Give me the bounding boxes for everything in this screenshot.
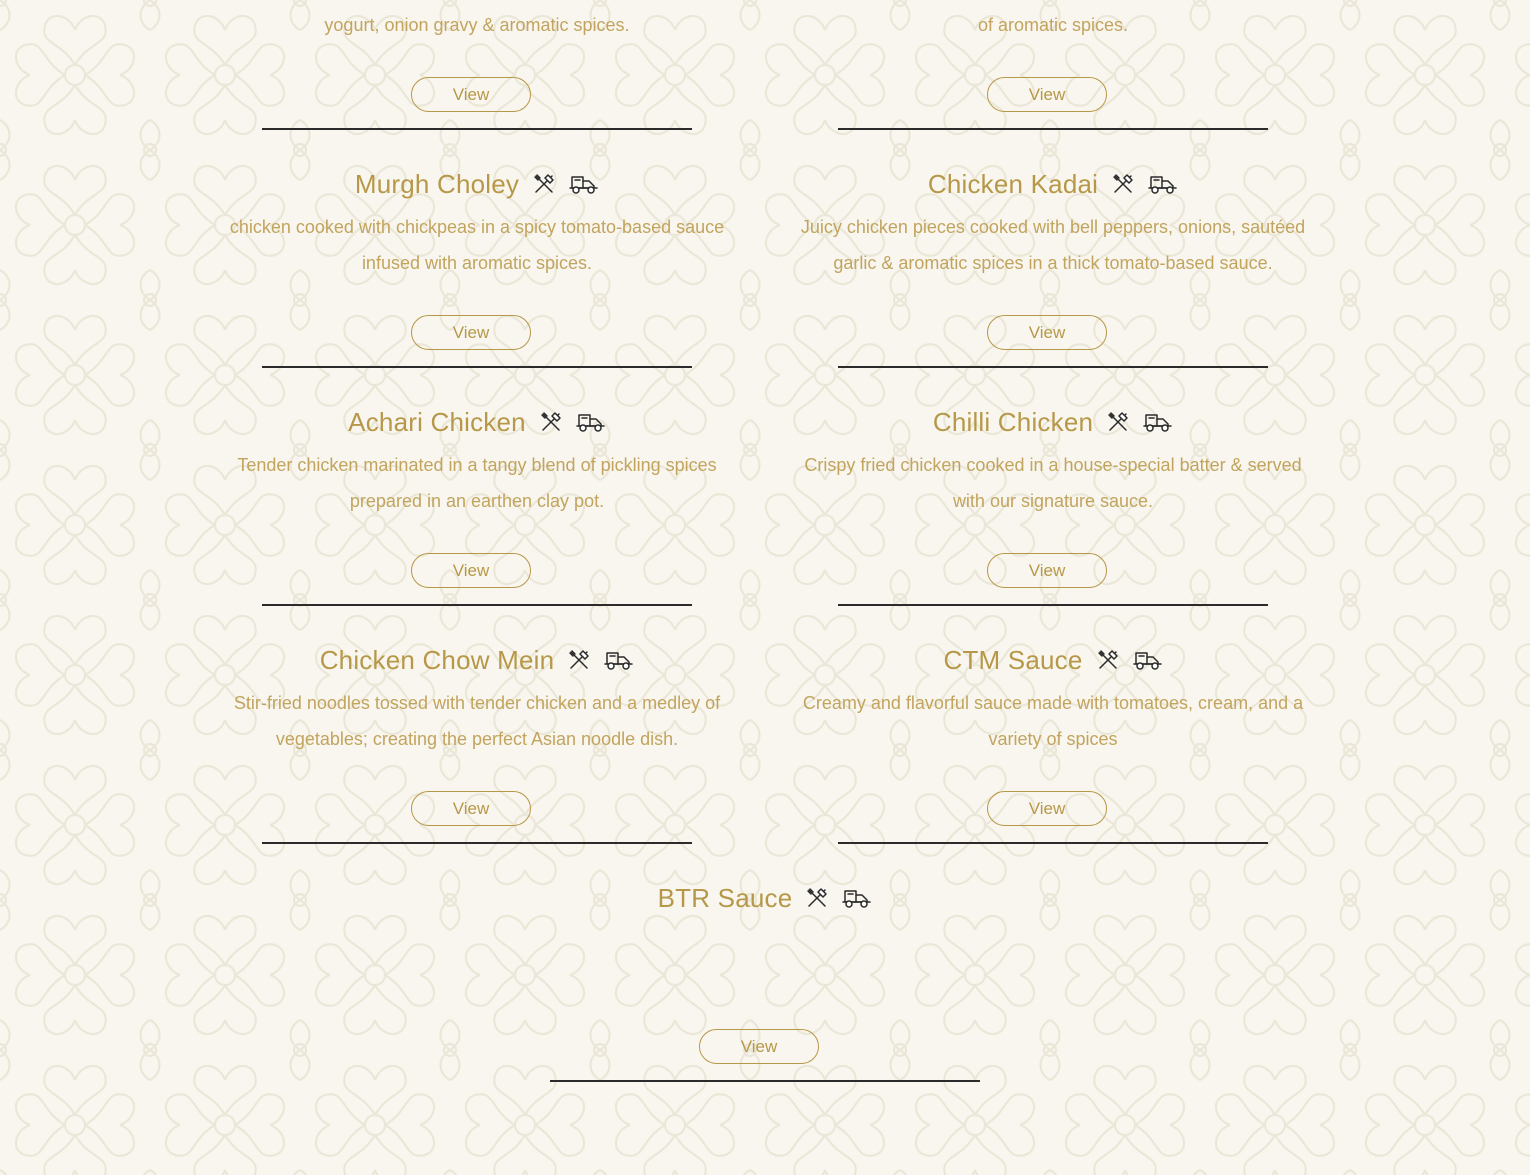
delivery-truck-icon xyxy=(842,887,872,909)
menu-item-5 xyxy=(788,476,1318,818)
view-button[interactable]: View xyxy=(699,1029,819,1064)
item-title: Chilli Chicken xyxy=(932,406,1094,437)
fork-knife-icon xyxy=(1097,649,1119,671)
item-divider xyxy=(550,1080,980,1082)
menu-item-1 xyxy=(788,0,1318,342)
menu-item-3 xyxy=(788,238,1318,580)
delivery-truck-icon xyxy=(1148,173,1178,195)
view-button[interactable]: View xyxy=(987,553,1107,588)
view-button[interactable]: View xyxy=(987,77,1107,112)
menu-item-2 xyxy=(212,238,742,580)
fork-knife-icon xyxy=(1107,411,1129,433)
delivery-truck-icon xyxy=(1143,411,1173,433)
fork-knife-icon xyxy=(806,887,828,909)
view-button[interactable]: View xyxy=(411,791,531,826)
item-title: Chicken Chow Mein xyxy=(319,644,555,675)
delivery-truck-icon xyxy=(1133,649,1163,671)
item-description: Creamy and flavorful sauce made with tomatoes, cream, and a variety of spices xyxy=(802,693,1304,749)
item-title-row xyxy=(500,878,1030,918)
fork-knife-icon xyxy=(533,173,555,195)
fork-knife-icon xyxy=(540,411,562,433)
item-title: BTR Sauce xyxy=(657,882,793,913)
item-description: Tender chicken marinated in a tangy blend of pickling spices prepared in an earthen clay pot. xyxy=(237,455,717,511)
item-description: Juicy chicken pieces cooked with bell peppers, onions, sautéed garlic & aromatic spices in a thick tomato-based sauce. xyxy=(800,217,1306,273)
item-description: of aromatic spices. xyxy=(977,15,1129,35)
item-title-row xyxy=(212,640,742,680)
menu-item-4 xyxy=(212,476,742,818)
item-title-row xyxy=(788,402,1318,442)
item-description: Stir-fried noodles tossed with tender chicken and a medley of vegetables; creating the perfect Asian noodle dish. xyxy=(233,693,721,749)
fork-knife-icon xyxy=(1112,173,1134,195)
view-button[interactable]: View xyxy=(411,315,531,350)
item-title-row xyxy=(788,640,1318,680)
item-title: CTM Sauce xyxy=(943,644,1083,675)
item-title: Chicken Kadai xyxy=(927,168,1099,199)
item-title-row xyxy=(788,164,1318,204)
item-description: yogurt, onion gravy & aromatic spices. xyxy=(324,15,630,35)
item-title-row xyxy=(212,164,742,204)
item-title: Murgh Choley xyxy=(354,168,520,199)
item-title: Achari Chicken xyxy=(348,406,526,437)
delivery-truck-icon xyxy=(569,173,599,195)
view-button[interactable]: View xyxy=(987,315,1107,350)
item-description: chicken cooked with chickpeas in a spicy tomato-based sauce infused with aromatic spices. xyxy=(229,217,725,273)
view-button[interactable]: View xyxy=(411,77,531,112)
view-button[interactable]: View xyxy=(987,791,1107,826)
delivery-truck-icon xyxy=(576,411,606,433)
item-title-row xyxy=(212,402,742,442)
fork-knife-icon xyxy=(568,649,590,671)
item-description: Crispy fried chicken cooked in a house-special batter & served with our signature sauce. xyxy=(804,455,1302,511)
menu-item-0 xyxy=(212,0,742,342)
view-button[interactable]: View xyxy=(411,553,531,588)
menu-item-6 xyxy=(500,714,1030,1056)
delivery-truck-icon xyxy=(604,649,634,671)
